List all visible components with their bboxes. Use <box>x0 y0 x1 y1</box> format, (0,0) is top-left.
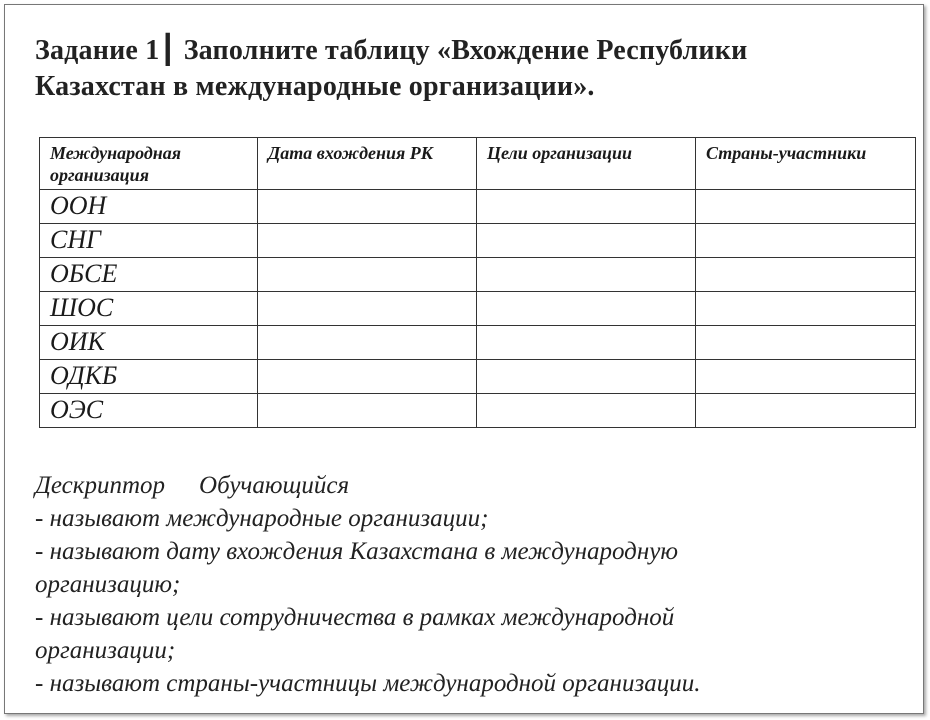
member-countries-cell[interactable] <box>696 360 916 394</box>
entry-date-cell[interactable] <box>258 326 477 360</box>
org-name-cell: ШОС <box>40 292 258 326</box>
descriptor-item: организации; <box>35 637 176 664</box>
descriptor-block <box>35 469 915 700</box>
header-member-countries: Страны-участники <box>696 138 916 190</box>
member-countries-cell[interactable] <box>696 190 916 224</box>
goals-cell[interactable] <box>477 190 696 224</box>
task-title-line-2: Казахстан в международные организации». <box>35 71 595 102</box>
descriptor-item: - называют цели сотрудничества в рамках международной <box>35 604 675 631</box>
table-row <box>40 224 916 258</box>
table-row <box>40 360 916 394</box>
goals-cell[interactable] <box>477 292 696 326</box>
member-countries-cell[interactable] <box>696 258 916 292</box>
org-name-cell: ОИК <box>40 326 258 360</box>
task-title <box>35 33 895 105</box>
entry-date-cell[interactable] <box>258 292 477 326</box>
task-title-line-1: Задание 1┃ Заполните таблицу «Вхождение Республики <box>35 35 748 66</box>
goals-cell[interactable] <box>477 394 696 428</box>
descriptor-heading <box>35 469 915 502</box>
goals-cell[interactable] <box>477 258 696 292</box>
table-row <box>40 292 916 326</box>
table-row <box>40 258 916 292</box>
member-countries-cell[interactable] <box>696 292 916 326</box>
document-page <box>4 4 924 714</box>
member-countries-cell[interactable] <box>696 326 916 360</box>
header-goals: Цели организации <box>477 138 696 190</box>
descriptor-label: Дескриптор <box>35 472 166 499</box>
descriptor-item: - называют дату вхождения Казахстана в международную <box>35 538 678 565</box>
member-countries-cell[interactable] <box>696 394 916 428</box>
entry-date-cell[interactable] <box>258 394 477 428</box>
goals-cell[interactable] <box>477 224 696 258</box>
table-row <box>40 190 916 224</box>
header-organization: Международная организация <box>40 138 258 190</box>
org-name-cell: ООН <box>40 190 258 224</box>
org-name-cell: ОЭС <box>40 394 258 428</box>
org-name-cell: ОДКБ <box>40 360 258 394</box>
descriptor-subject: Обучающийся <box>199 472 350 499</box>
descriptor-item: - называют международные организации; <box>35 505 489 532</box>
table-header-row <box>40 138 916 190</box>
descriptor-item: - называют страны-участницы международной организации. <box>35 670 701 697</box>
goals-cell[interactable] <box>477 326 696 360</box>
entry-date-cell[interactable] <box>258 360 477 394</box>
member-countries-cell[interactable] <box>696 224 916 258</box>
entry-date-cell[interactable] <box>258 224 477 258</box>
organizations-table <box>39 137 916 428</box>
descriptor-item: организацию; <box>35 571 181 598</box>
header-entry-date: Дата вхождения РК <box>258 138 477 190</box>
table-row <box>40 326 916 360</box>
org-name-cell: ОБСЕ <box>40 258 258 292</box>
org-name-cell: СНГ <box>40 224 258 258</box>
entry-date-cell[interactable] <box>258 258 477 292</box>
entry-date-cell[interactable] <box>258 190 477 224</box>
table-row <box>40 394 916 428</box>
goals-cell[interactable] <box>477 360 696 394</box>
